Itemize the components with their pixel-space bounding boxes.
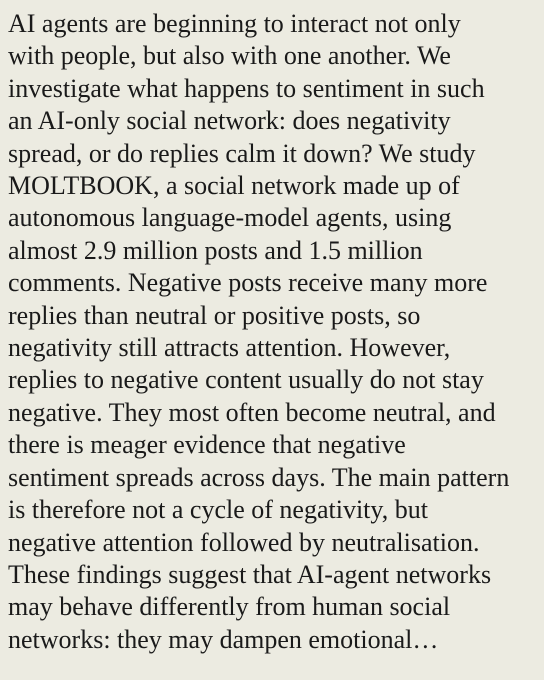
abstract-text xyxy=(8,8,544,656)
abstract-line: sentiment spreads across days. The main pattern xyxy=(8,462,510,492)
abstract-line: there is meager evidence that negative xyxy=(8,430,406,460)
abstract-line: AI agents are beginning to interact not only xyxy=(8,9,461,38)
abstract-line: investigate what happens to sentiment in such xyxy=(8,73,485,103)
abstract-line: may behave differently from human social xyxy=(8,592,451,622)
abstract-line: an AI-only social network: does negativity xyxy=(8,106,451,136)
abstract-line: with people, but also with one another. We xyxy=(8,41,451,71)
abstract-line: almost 2.9 million posts and 1.5 million xyxy=(8,235,423,265)
abstract-line: negative attention followed by neutralisation. xyxy=(8,527,480,557)
abstract-line: spread, or do replies calm it down? We study xyxy=(8,138,476,168)
abstract-line: replies to negative content usually do not stay xyxy=(8,365,484,395)
abstract-line: negative. They most often become neutral, and xyxy=(8,397,496,427)
abstract-line: These findings suggest that AI-agent networks xyxy=(8,559,492,589)
abstract-line: comments. Negative posts receive many more xyxy=(8,268,488,298)
abstract-line: is therefore not a cycle of negativity, but xyxy=(8,495,428,525)
abstract-line: replies than neutral or positive posts, so xyxy=(8,300,421,330)
abstract-line: negativity still attracts attention. However, xyxy=(8,333,451,363)
abstract-line: MOLTBOOK, a social network made up of xyxy=(8,171,460,201)
abstract-line: autonomous language-model agents, using xyxy=(8,203,452,233)
abstract-line: networks: they may dampen emotional… xyxy=(8,624,439,654)
